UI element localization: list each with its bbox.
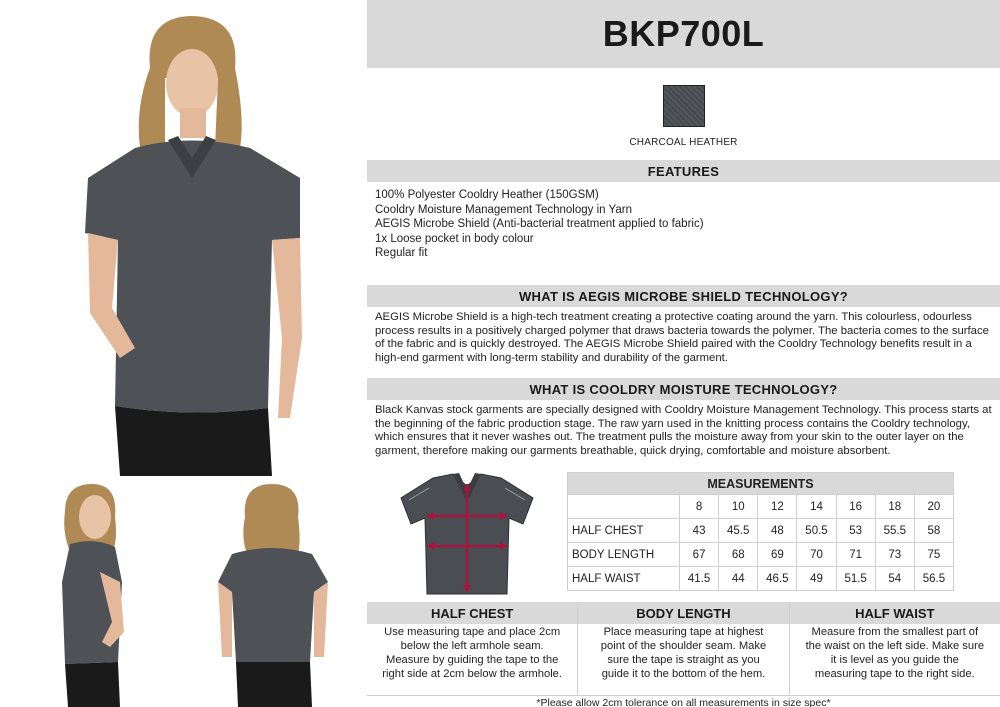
aegis-description: AEGIS Microbe Shield is a high-tech treatment creating a protective coating around the yarn. This colourless, odourless process results in a positively charged polymer that draws bacteria towards the polymer. The bacteria comes to the surface of the fabric and is quickly destroyed. The AEGIS Microbe Shield paired with the Cooldry Technology benefits result in a high-end garment with long-term stability and durability of the garment. [375,311,989,364]
measurements-heading: MEASUREMENTS [568,473,954,495]
guide-heading: BODY LENGTH [636,605,731,621]
value-cell: 48 [758,519,797,543]
size-header-cell: 8 [680,495,719,519]
colour-swatch-section [367,68,1000,160]
value-cell: 75 [914,543,953,567]
value-cell: 53 [836,519,875,543]
guide-heading: HALF CHEST [430,605,514,621]
guide-half-chest [367,602,577,695]
value-cell: 73 [875,543,914,567]
cooldry-heading: WHAT IS COOLDRY MOISTURE TECHNOLOGY? [529,381,838,397]
features-heading-bar [367,160,1000,182]
value-cell: 58 [914,519,953,543]
row-label: HALF CHEST [568,519,680,543]
title-bar [367,0,1000,68]
size-header-cell: 10 [719,495,758,519]
measuring-guide [367,602,1000,695]
value-cell: 56.5 [914,567,953,591]
table-row [568,543,954,567]
cooldry-description: Black Kanvas stock garments are specially designed with Cooldry Moisture Management Technology. This process starts at the beginning of the fabric production stage. The raw yarn used in the knitting process contains the Cooldry technology, which ensures that it never washes out. The treatment pulls the moisture away from your skin to the outer layer on the garment, therefore making our garments breathable, quick drying, comfortable and moisture absorbent. [375,404,992,457]
spec-sheet [367,0,1000,707]
product-photos [0,0,365,707]
size-header-cell: 20 [914,495,953,519]
value-cell: 45.5 [719,519,758,543]
guide-body-length [577,602,788,695]
size-header-cell: 12 [758,495,797,519]
value-cell: 46.5 [758,567,797,591]
tolerance-footnote: *Please allow 2cm tolerance on all measurements in size spec* [367,695,1000,707]
table-row [568,567,954,591]
guide-heading: HALF WAIST [855,605,935,621]
feature-item: AEGIS Microbe Shield (Anti-bacterial treatment applied to fabric) [375,218,704,230]
measurement-table-wrap [567,470,1000,598]
value-cell: 67 [680,543,719,567]
value-cell: 70 [797,543,836,567]
features-list [367,182,1000,285]
size-header-cell: 18 [875,495,914,519]
guide-text: Place measuring tape at highest point of the shoulder seam. Make sure the tape is straight as you guide it to the bottom of the hem. [600,626,767,680]
measurement-section [367,470,1000,598]
measurement-table [567,472,954,591]
feature-item: Regular fit [375,247,428,259]
row-label: HALF WAIST [568,567,680,591]
model-back-photo [210,482,335,707]
guide-text: Use measuring tape and place 2cm below the left armhole seam. Measure by guiding the tape to the right side at 2cm below the armhole. [382,626,563,680]
feature-item: 1x Loose pocket in body colour [375,232,534,245]
size-header-cell: 14 [797,495,836,519]
guide-text: Measure from the smallest part of the waist on the left side. Make sure it is level as you guide the measuring tape to the right side. [805,626,985,680]
value-cell: 49 [797,567,836,591]
model-front-photo [40,8,330,476]
value-cell: 69 [758,543,797,567]
value-cell: 55.5 [875,519,914,543]
row-label: BODY LENGTH [568,543,680,567]
size-header-row [568,495,954,519]
feature-item: Cooldry Moisture Management Technology in Yarn [375,203,632,216]
size-header-cell: 16 [836,495,875,519]
features-heading: FEATURES [647,163,720,179]
value-cell: 41.5 [680,567,719,591]
aegis-heading: WHAT IS AEGIS MICROBE SHIELD TECHNOLOGY? [518,288,849,304]
guide-half-waist [789,602,1000,695]
size-header-blank [568,495,680,519]
colour-swatch [663,85,705,127]
value-cell: 44 [719,567,758,591]
table-row [568,519,954,543]
colour-name: CHARCOAL HEATHER [629,137,738,148]
cooldry-heading-bar [367,378,1000,400]
value-cell: 71 [836,543,875,567]
product-code: BKP700L [602,13,765,54]
model-side-photo [40,482,150,707]
value-cell: 43 [680,519,719,543]
feature-item: 100% Polyester Cooldry Heather (150GSM) [375,189,599,201]
value-cell: 54 [875,567,914,591]
aegis-heading-bar [367,285,1000,307]
value-cell: 68 [719,543,758,567]
value-cell: 51.5 [836,567,875,591]
value-cell: 50.5 [797,519,836,543]
polo-measure-illustration [395,472,540,597]
garment-diagram [367,470,567,598]
